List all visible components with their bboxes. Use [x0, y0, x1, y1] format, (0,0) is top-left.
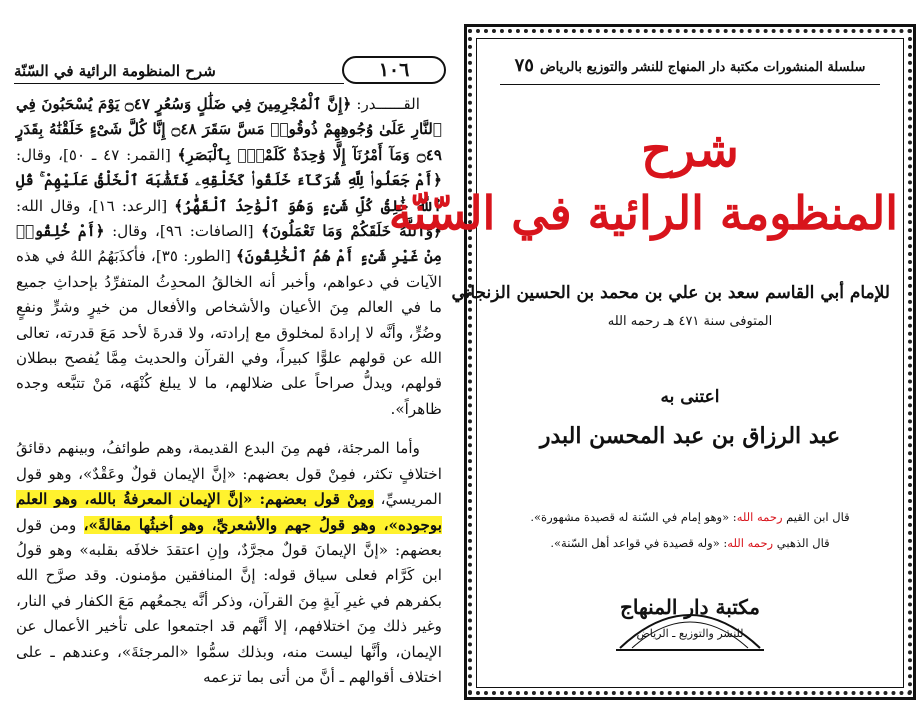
section-label: القــــــدر: [351, 95, 421, 113]
paragraph-text: وأما المرجئة، فهم مِنَ البدع القديمة، وهم طوائفُ، وبينهم دقائقُ اختلافٍ تكثر، فمِنْ قول بعضهم: «إنَّ الإيمان قولٌ وعَقْدٌ»، وهو قول المريسيِّ، [16, 439, 443, 509]
quran-verse: ﴿أَمْ خُلِقُوا۟ مِنْ غَيْرِ شَىْءٍ أَمْ هُمُ ٱلْخَٰلِقُونَ﴾ [16, 222, 443, 266]
quote-text: : «وهو إمام في السّنة له قصيدة مشهورة». [530, 510, 737, 524]
publisher-name: مكتبة دار المنهاج [619, 595, 761, 619]
left-page [0, 0, 458, 702]
cover-title-prefix: شرح [641, 122, 739, 178]
series-rule [500, 84, 880, 85]
series-number: ٧٥ [514, 55, 534, 76]
quote-speaker: قال ابن القيم [786, 510, 850, 524]
quran-verse: ﴿إِنَّ ٱلْمُجْرِمِينَ فِي ضَلَٰلٍ وَسُعُرٍ ۝٤٧ يَوْمَ يُسْحَبُونَ فِي ٱلنَّارِ عَلَىٰ وُجُوهِهِمْ ذُوقُوا۟ مَسَّ سَقَرَ ۝٤٨ إِنَّا كُلَّ شَىْءٍ خَلَقْنَٰهُ بِقَدَرٍ ۝٤٩ وَمَآ أَمْرُنَآ إِلَّا وَٰحِدَةٌ كَلَمْحٍۭ بِٱلْبَصَرِ﴾ [16, 95, 443, 164]
quote-honorific: رحمه الله [736, 510, 783, 524]
quran-verse: ﴿وَٱللَّهُ خَلَقَكُمْ وَمَا تَعْمَلُونَ﴾ [261, 222, 443, 241]
series-text: سلسلة المنشورات مكتبة دار المنهاج للنشر والتوزيع بالرياض [539, 60, 866, 75]
header-rule [14, 83, 344, 84]
body-text [16, 92, 442, 690]
paragraph-qadar [16, 92, 442, 422]
series-line [490, 56, 890, 78]
paragraph-murjia [16, 436, 442, 690]
verse-reference: [القمر: ٤٧ ـ ٥٠]، وقال: [16, 145, 178, 164]
death-note: المتوفى سنة ٤٧١ هـ رحمه الله [607, 314, 773, 329]
editor-name: عبد الرزاق بن عبد المحسن البدر [539, 423, 841, 449]
publisher-subtitle: للنشر والتوزيع ـ الرياض [636, 627, 744, 640]
running-title: شرح المنظومة الرائية في السّنّة [14, 62, 216, 80]
cover-title: المنظومة الرائية في السّنّة [388, 186, 898, 240]
running-header [14, 56, 444, 86]
quote-aldhahabi [520, 534, 860, 552]
quote-honorific: رحمه الله [727, 536, 774, 550]
quote-ibn-alqayyim [520, 508, 860, 526]
page-number: ١٠٦ [342, 56, 446, 84]
paragraph-text: [الطور: ٣٥]، فأكذَبَهُمُ اللهُ في هذه الآيات في دعواهم، وأخبر أنه الخالقُ المحدِثُ المتفرِّدُ بإحداثِ جميع ما في العالم مِنَ الأعيان والأشخاص والأفعال من خيرٍ وشرٍّ ونفعٍ وضُرٍّ، وأنَّه لا إرادةَ لمخلوق مع إرادته، ولا قدرةَ لأحد مَعَ قدرته، تعالى الله عن قولهم علوًّا كبيراً، وفي القرآن والحديث مِمَّا يُفصح ببطلان قولهم، ويدلُّ صراحاً على ضلالهم، ما لا يبلغ كُنْهَه، مَنْ تتبَّعه وجده ظاهراً». [16, 247, 442, 418]
quran-verse: ﴿أَمْ جَعَلُوا۟ لِلَّهِ شُرَكَآءَ خَلَقُوا۟ كَخَلْقِهِۦ فَتَشَٰبَهَ ٱلْخَلْقُ عَلَيْهِمْ ۚ قُلِ ٱللَّهُ خَٰلِقُ كُلِّ شَىْءٍ وَهُوَ ٱلْوَٰحِدُ ٱلْقَهَّٰرُ﴾ [16, 171, 442, 215]
quote-speaker: قال الذهبي [776, 536, 830, 550]
paragraph-text: ومن قول بعضهم: «إنَّ الإيمانَ قولٌ مجرَّدٌ، وإنِ اعتقدَ خلافَه بقلبه» وهو قولُ ابن كَرَّام فعلى سياق قوله: إنَّ المنافقين مؤمنون. وقد صرَّح الله بكفرهم في غيرِ آيةٍ مِنَ القرآن، وذكر أنَّه يجمعُهم مَعَ الكفار في النار، وغير ذلك مِنَ اختلافهم، إلا أنَّهم قد اجتمعوا على تأخير الأعمال عن الإيمان، وأنَّها ليست منه، وبذلك سمُّوا «المرجئةَ»، وعندهم ـ على اختلاف أقوالهم ـ أنَّ من أتى بما تزعمه [16, 515, 442, 686]
highlighted-text[interactable]: ومِنْ قول بعضهم: «إنَّ الإيمان المعرفةُ بالله، وهو العلم بوجوده»، وهو قولُ جهم والأشعريِّ، وهو أخبثُها مقالةً»، [16, 490, 442, 534]
edited-by-label: اعتنى به [660, 387, 720, 407]
quote-text: : «وله قصيدة في قواعد أهل السّنة». [550, 536, 728, 550]
verse-reference: [الرعد: ١٦]، وقال الله: [16, 196, 175, 215]
author-line: للإمام أبي القاسم سعد بن علي بن محمد بن الحسين الزنجاني [451, 283, 890, 303]
verse-reference: [الصافات: ٩٦]، وقال: [104, 222, 262, 241]
